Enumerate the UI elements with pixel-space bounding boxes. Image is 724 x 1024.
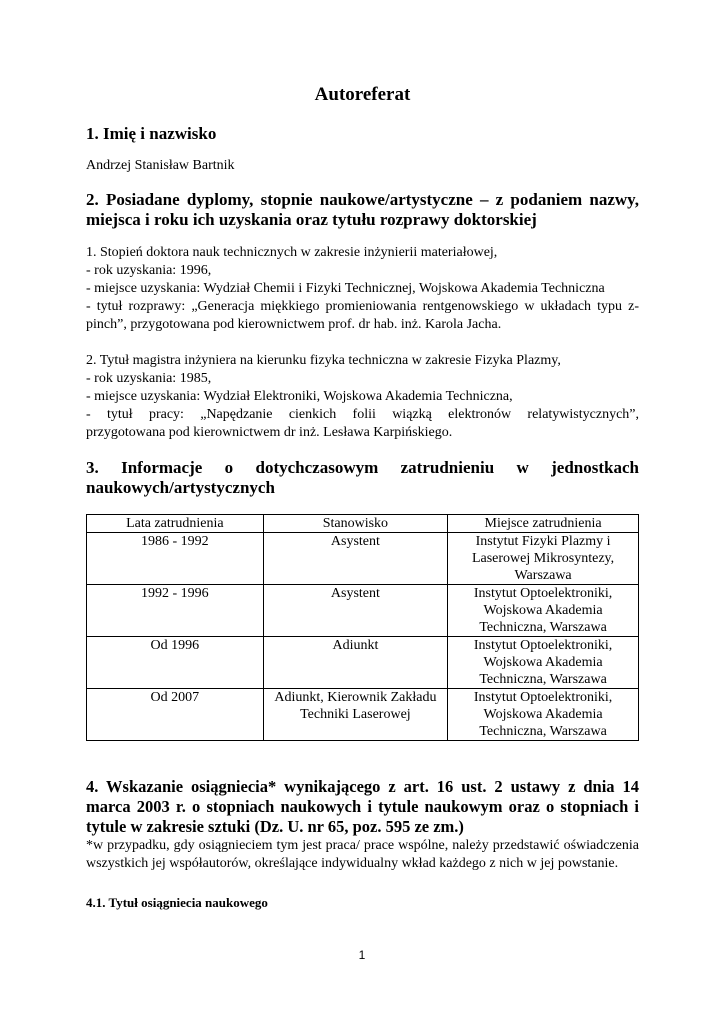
masters-paragraph [86,352,639,442]
section1-heading: 1. Imię i nazwisko [86,124,217,143]
table-cell-place: Instytut Optoelektroniki, Wojskowa Akademia Techniczna, Warszawa [448,689,639,741]
table-row [87,637,639,689]
column-header: Lata zatrudnienia [87,515,264,533]
table-cell-years: Od 2007 [87,689,264,741]
page-number: 1 [358,948,366,962]
doctorate-line: pinch”, przygotowana pod kierownictwem prof. dr hab. inż. Karola Jacha. [86,317,502,332]
table-row [87,585,639,637]
employment-table [86,514,639,741]
table-cell-position: Asystent [263,533,447,585]
table-cell-place: Instytut Fizyki Plazmy i Laserowej Mikrosyntezy, Warszawa [448,533,639,585]
masters-line: - miejsce uzyskania: Wydział Elektroniki, Wojskowa Akademia Techniczna, [86,389,513,404]
table-row [87,689,639,741]
table-cell-years: 1986 - 1992 [87,533,264,585]
table-cell-years: 1992 - 1996 [87,585,264,637]
section2-heading-line2: miejsca i roku ich uzyskania oraz tytułu rozprawy doktorskiej [86,210,537,229]
doctorate-line: - rok uzyskania: 1996, [86,263,212,278]
masters-line: - tytuł pracy: „Napędzanie cienkich folii wiązką elektronów relatywistycznych”, [86,407,639,422]
table-cell-years: Od 1996 [87,637,264,689]
masters-line: - rok uzyskania: 1985, [86,371,212,386]
table-row [87,533,639,585]
doctorate-line: 1. Stopień doktora nauk technicznych w zakresie inżynierii materiałowej, [86,245,498,260]
table-header-row [87,515,639,533]
table-cell-position: Asystent [263,585,447,637]
table-cell-place: Instytut Optoelektroniki, Wojskowa Akademia Techniczna, Warszawa [448,637,639,689]
section2-heading-line1: 2. Posiadane dyplomy, stopnie naukowe/artystyczne – z podaniem nazwy, [86,190,639,209]
section3-heading-line1: 3. Informacje o dotychczasowym zatrudnieniu w jednostkach [86,458,639,477]
coauthor-note: *w przypadku, gdy osiągnieciem tym jest praca/ prace wspólne, należy przedstawić oświadczenia wszystkich jej współautorów, określające indywidualny wkład każdego z nich w jej powstanie. [86,838,639,871]
section4-heading: 4. Wskazanie osiągniecia* wynikającego z art. 16 ust. 2 ustawy z dnia 14 marca 2003 r. o stopniach naukowych i tytule naukowym oraz o stopniach i tytule w zakresie sztuki (Dz. U. nr 65, poz. 595 ze zm.) [86,777,639,836]
table-cell-place: Instytut Optoelektroniki, Wojskowa Akademia Techniczna, Warszawa [448,585,639,637]
column-header: Miejsce zatrudnienia [448,515,639,533]
section4-subheading: 4.1. Tytuł osiągniecia naukowego [86,895,268,910]
doctorate-line: - tytuł rozprawy: „Generacja miękkiego promieniowania rentgenowskiego w układach typu z- [86,299,639,314]
doctorate-line: - miejsce uzyskania: Wydział Chemii i Fizyki Technicznej, Wojskowa Akademia Techniczna [86,281,605,296]
masters-line: 2. Tytuł magistra inżyniera na kierunku fizyka techniczna w zakresie Fizyka Plazmy, [86,353,561,368]
masters-line: przygotowana pod kierownictwem dr inż. Lesława Karpińskiego. [86,425,453,440]
doctorate-paragraph [86,244,639,334]
document-page [86,84,639,911]
section3-heading-line2: naukowych/artystycznych [86,478,275,497]
author-name: Andrzej Stanisław Bartnik [86,158,235,173]
column-header: Stanowisko [263,515,447,533]
table-cell-position: Adiunkt [263,637,447,689]
document-title: Autoreferat [314,84,411,105]
table-cell-position: Adiunkt, Kierownik Zakładu Techniki Laserowej [263,689,447,741]
